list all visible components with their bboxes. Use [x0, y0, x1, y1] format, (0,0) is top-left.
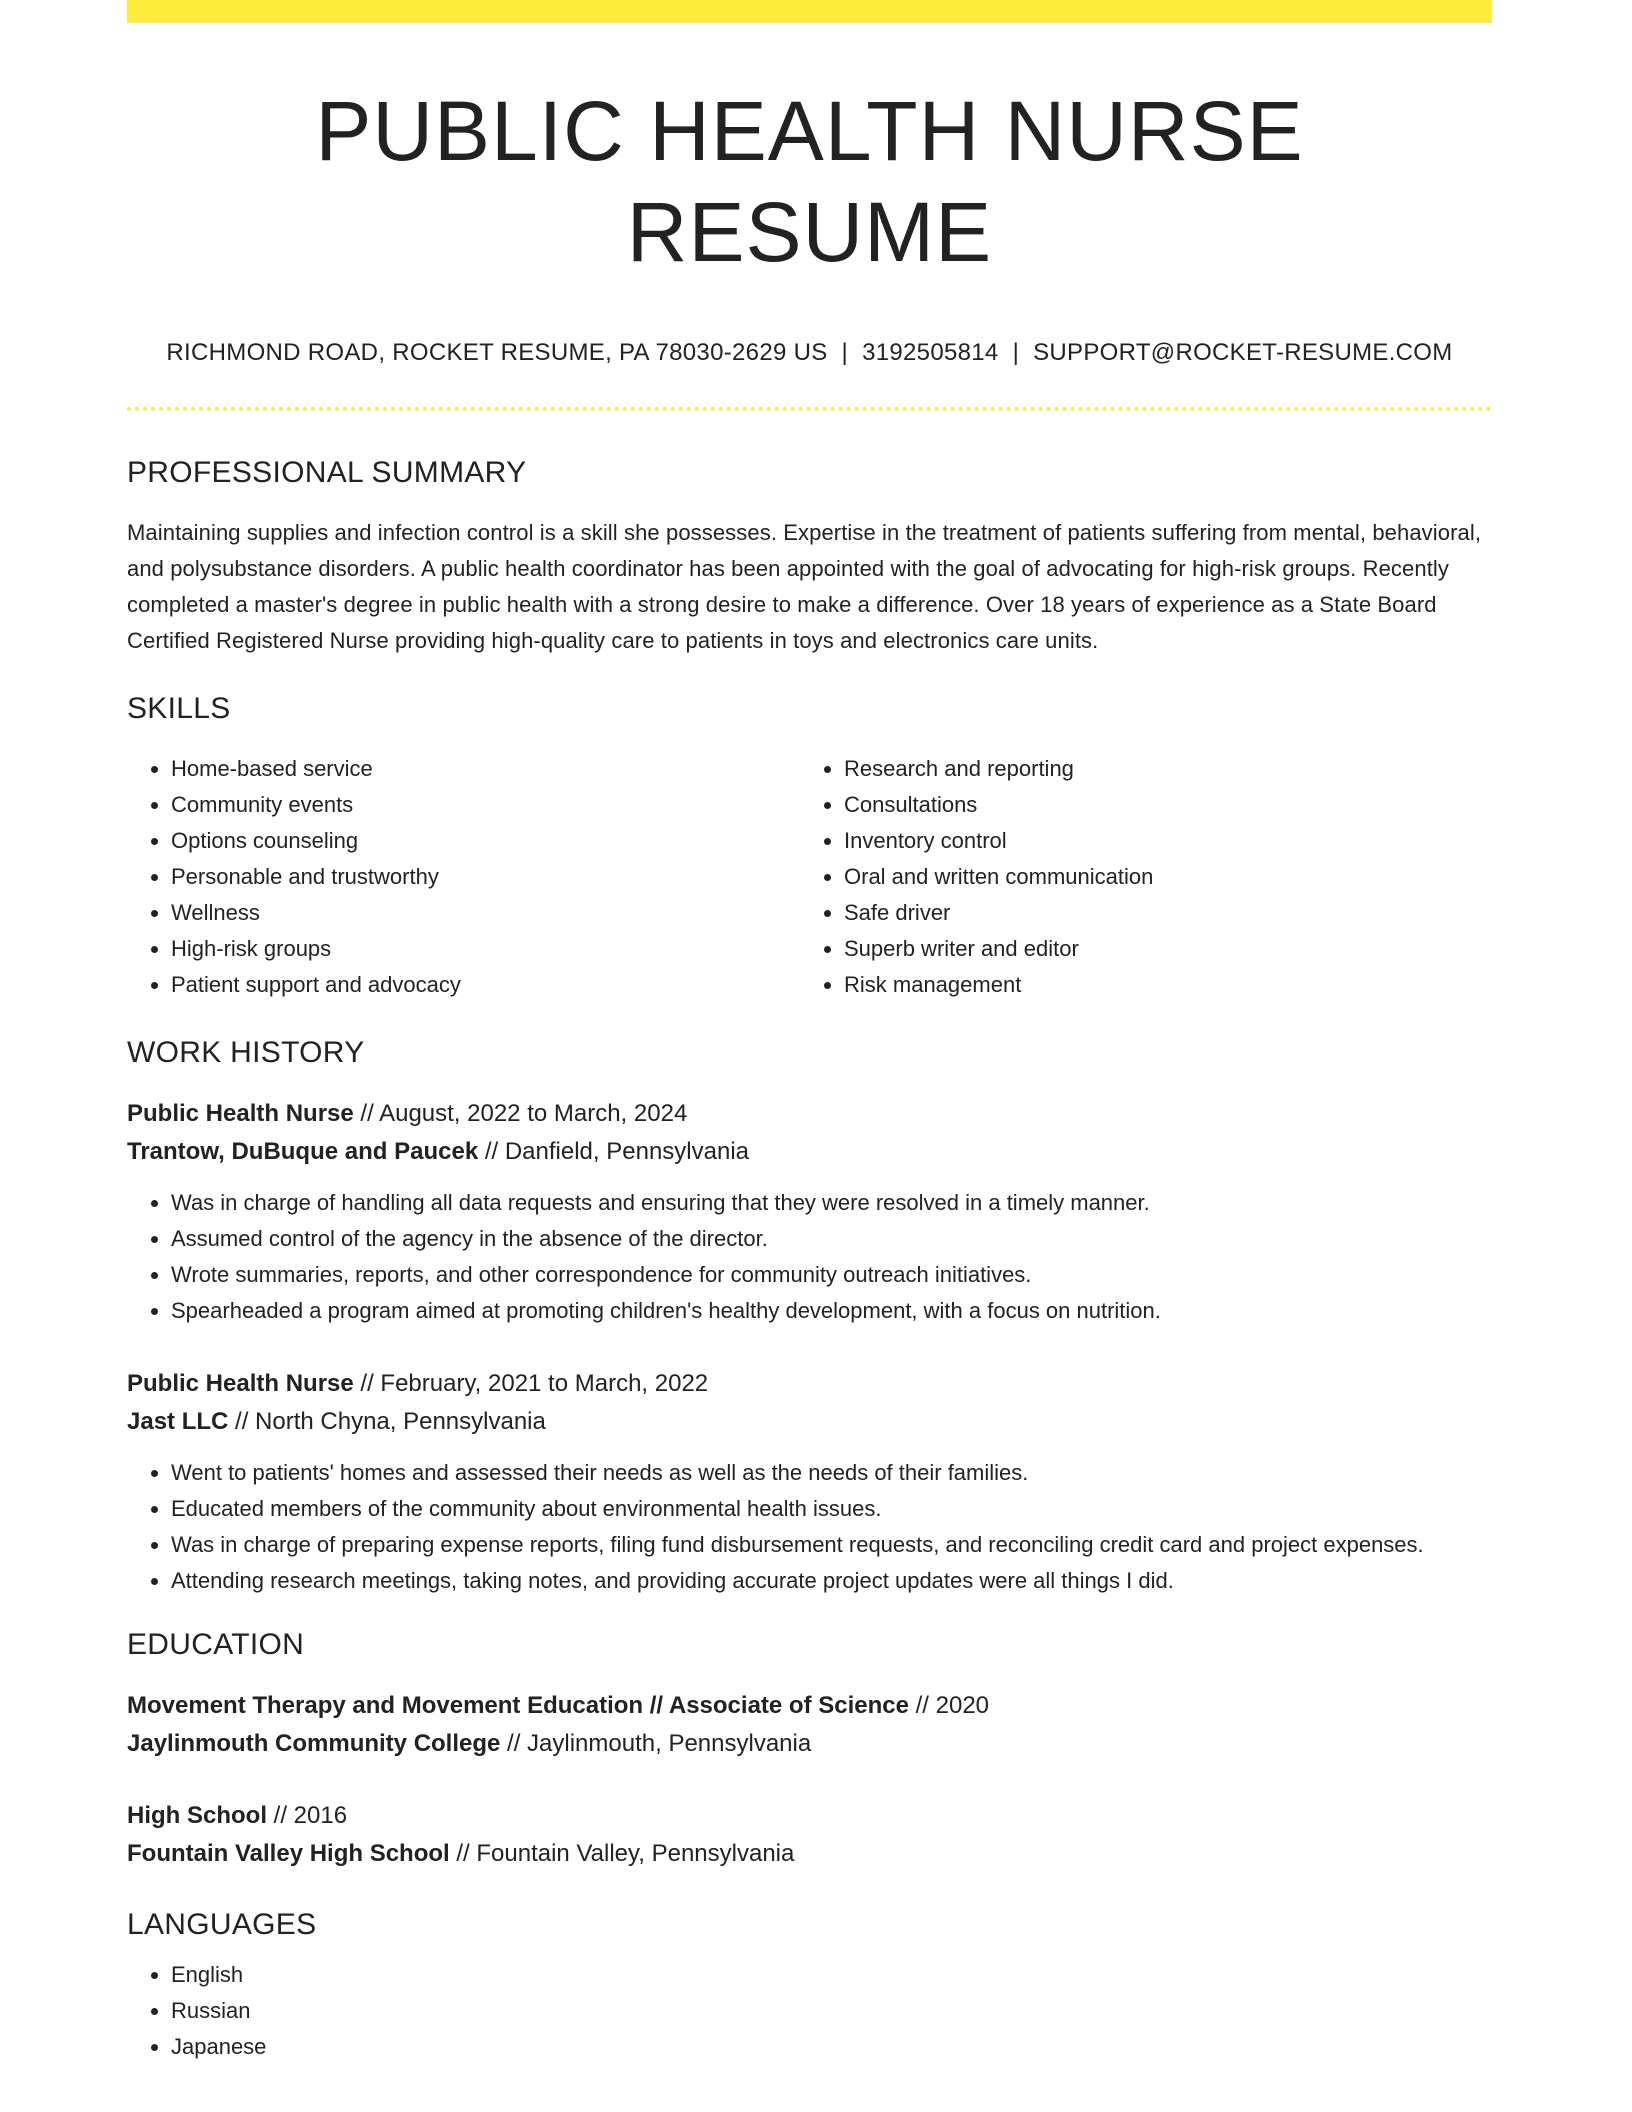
skill-item: • Oral and written communication [844, 859, 1473, 895]
job-duty: • Spearheaded a program aimed at promoting children's healthy development, with a focus on nutrition. [171, 1293, 1492, 1329]
contact-separator: | [1012, 338, 1020, 366]
education-degree: Movement Therapy and Movement Education // Associate of Science [127, 1691, 909, 1719]
education-location: // Fountain Valley, Pennsylvania [449, 1839, 795, 1867]
skill-item: • Research and reporting [844, 751, 1473, 787]
job-duty: • Went to patients' homes and assessed their needs as well as the needs of their families. [171, 1455, 1492, 1491]
language-item: • English [171, 1957, 1492, 1993]
job-company: Jast LLC [127, 1407, 229, 1435]
job-duty: • Attending research meetings, taking notes, and providing accurate project updates were all things I did. [171, 1563, 1492, 1599]
skills-list-right [800, 751, 1473, 1003]
education-entry [127, 1797, 1492, 1873]
education-degree: High School [127, 1801, 267, 1829]
work-history-heading: WORK HISTORY [127, 1035, 365, 1069]
education-entry [127, 1687, 1492, 1763]
education-heading: EDUCATION [127, 1627, 305, 1661]
education-year: // 2020 [908, 1691, 990, 1719]
skill-item: • Inventory control [844, 823, 1473, 859]
education-year: // 2016 [267, 1801, 348, 1829]
skills-heading: SKILLS [127, 691, 231, 725]
languages-heading: LANGUAGES [127, 1907, 317, 1941]
job-duty: • Educated members of the community about environmental health issues. [171, 1491, 1492, 1527]
job-duties-list [127, 1455, 1492, 1599]
job-entry [127, 1095, 1492, 1329]
skill-item: • Home-based service [171, 751, 800, 787]
job-entry [127, 1365, 1492, 1599]
job-location: // North Chyna, Pennsylvania [228, 1407, 546, 1435]
skill-item: • Patient support and advocacy [171, 967, 800, 1003]
job-title: Public Health Nurse [127, 1369, 354, 1397]
job-location: // Danfield, Pennsylvania [478, 1137, 749, 1165]
education-location: // Jaylinmouth, Pennsylvania [500, 1729, 812, 1757]
skill-item: • Options counseling [171, 823, 800, 859]
job-title-line [127, 1095, 1492, 1133]
contact-separator: | [841, 338, 849, 366]
contact-phone: 3192505814 [862, 338, 999, 366]
languages-list [127, 1957, 1492, 2065]
skill-item: • High-risk groups [171, 931, 800, 967]
job-duties-list [127, 1185, 1492, 1329]
language-item: • Japanese [171, 2029, 1492, 2065]
job-duty: • Wrote summaries, reports, and other correspondence for community outreach initiatives. [171, 1257, 1492, 1293]
contact-line [127, 337, 1492, 368]
job-company: Trantow, DuBuque and Paucek [127, 1137, 479, 1165]
education-school-line [127, 1835, 1492, 1873]
skill-item: • Wellness [171, 895, 800, 931]
education-degree-line [127, 1687, 1492, 1725]
job-dates: // February, 2021 to March, 2022 [353, 1369, 709, 1397]
job-dates: // August, 2022 to March, 2024 [353, 1099, 688, 1127]
skill-item: • Superb writer and editor [844, 931, 1473, 967]
education-school: Jaylinmouth Community College [127, 1729, 501, 1757]
contact-email: SUPPORT@ROCKET-RESUME.COM [1033, 338, 1453, 366]
resume-page [127, 0, 1492, 2065]
summary-heading: PROFESSIONAL SUMMARY [127, 455, 527, 489]
job-duty: • Was in charge of handling all data requests and ensuring that they were resolved in a timely manner. [171, 1185, 1492, 1221]
skill-item: • Personable and trustworthy [171, 859, 800, 895]
contact-address: RICHMOND ROAD, ROCKET RESUME, PA 78030-2629 US [166, 338, 828, 366]
skill-item: • Risk management [844, 967, 1473, 1003]
skill-item: • Community events [171, 787, 800, 823]
skill-item: • Safe driver [844, 895, 1473, 931]
skills-list-left [127, 751, 800, 1003]
job-title: Public Health Nurse [127, 1099, 354, 1127]
skill-item: • Consultations [844, 787, 1473, 823]
job-duty: • Assumed control of the agency in the absence of the director. [171, 1221, 1492, 1257]
education-school-line [127, 1725, 1492, 1763]
education-school: Fountain Valley High School [127, 1839, 450, 1867]
header-divider [127, 407, 1492, 411]
education-degree-line [127, 1797, 1492, 1835]
job-title-line [127, 1365, 1492, 1403]
job-company-line [127, 1403, 1492, 1441]
resume-title: PUBLIC HEALTH NURSE RESUME [315, 84, 1304, 279]
job-duty: • Was in charge of preparing expense reports, filing fund disbursement requests, and reconciling credit card and project expenses. [171, 1527, 1492, 1563]
summary-text: Maintaining supplies and infection control is a skill she possesses. Expertise in the treatment of patients suffering from mental, behavioral, and polysubstance disorders. A public health coordinator has been appointed with the goal of advocating for high-risk groups. Recently completed a master's degree in public health with a strong desire to make a difference. Over 18 years of experience as a State Board Certified Registered Nurse providing high-quality care to patients in toys and electronics care units. [127, 519, 1482, 653]
top-accent-bar [127, 0, 1492, 23]
job-company-line [127, 1133, 1492, 1171]
language-item: • Russian [171, 1993, 1492, 2029]
skills-columns [127, 751, 1492, 1003]
